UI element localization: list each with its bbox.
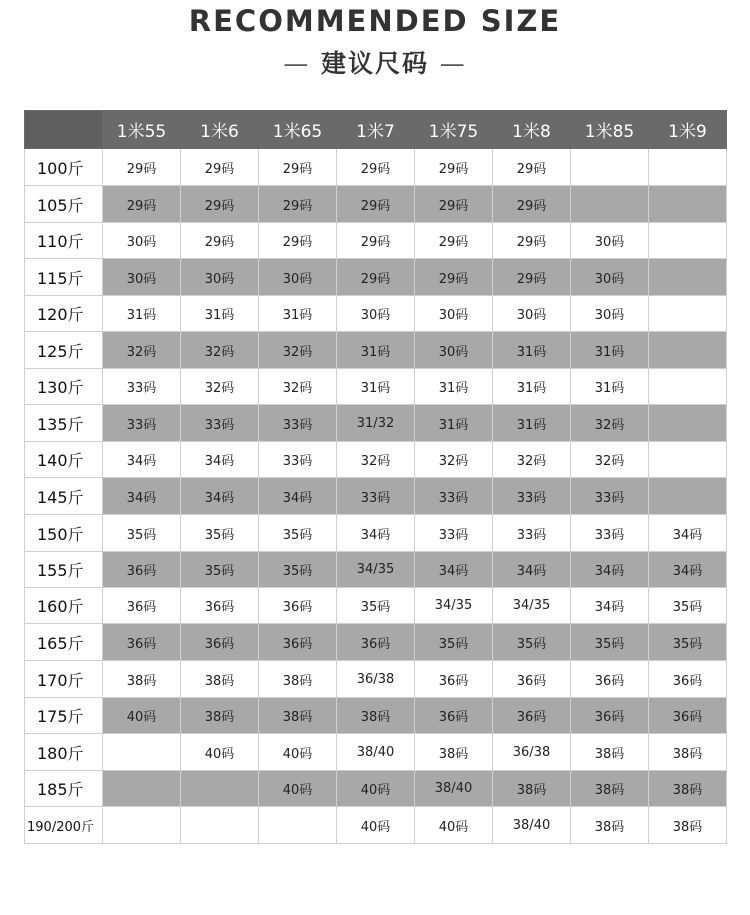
table-row — [25, 698, 727, 734]
table-row — [25, 149, 727, 186]
column-header-height: 1米55 — [103, 111, 181, 149]
size-cell: 34/35 — [415, 588, 493, 624]
row-weight-label: 165斤 — [25, 624, 103, 661]
table-row — [25, 223, 727, 259]
size-cell: 38码 — [493, 771, 571, 807]
size-cell: 29码 — [493, 223, 571, 259]
size-cell: 29码 — [415, 186, 493, 223]
size-cell — [649, 186, 727, 223]
size-cell: 38码 — [571, 771, 649, 807]
size-cell: 35码 — [181, 515, 259, 552]
size-chart-table — [24, 110, 727, 844]
size-cell: 33码 — [415, 478, 493, 515]
size-cell: 31码 — [571, 369, 649, 405]
size-cell: 36码 — [103, 624, 181, 661]
size-cell: 34码 — [337, 515, 415, 552]
size-cell: 36码 — [415, 698, 493, 734]
size-cell: 31码 — [493, 332, 571, 369]
table-row — [25, 588, 727, 624]
size-cell: 29码 — [181, 186, 259, 223]
size-cell: 31码 — [415, 369, 493, 405]
size-cell: 31码 — [259, 296, 337, 332]
table-row — [25, 405, 727, 442]
size-cell — [181, 807, 259, 844]
row-weight-label: 125斤 — [25, 332, 103, 369]
size-cell: 35码 — [181, 552, 259, 588]
row-weight-label: 140斤 — [25, 442, 103, 478]
table-row — [25, 552, 727, 588]
size-cell: 36码 — [337, 624, 415, 661]
size-cell: 35码 — [571, 624, 649, 661]
size-cell: 29码 — [493, 259, 571, 296]
table-row — [25, 296, 727, 332]
size-cell: 29码 — [259, 149, 337, 186]
size-cell: 29码 — [415, 223, 493, 259]
subtitle-dash-left: — — [283, 49, 311, 78]
header-row — [25, 111, 727, 149]
size-cell: 33码 — [259, 442, 337, 478]
row-weight-label: 115斤 — [25, 259, 103, 296]
size-cell: 33码 — [103, 405, 181, 442]
size-cell — [649, 478, 727, 515]
size-cell: 29码 — [103, 186, 181, 223]
size-cell — [649, 223, 727, 259]
size-cell: 30码 — [103, 223, 181, 259]
size-cell: 32码 — [181, 332, 259, 369]
size-cell: 33码 — [493, 478, 571, 515]
size-cell — [649, 296, 727, 332]
size-cell: 35码 — [493, 624, 571, 661]
size-cell: 34码 — [103, 478, 181, 515]
size-cell: 33码 — [571, 478, 649, 515]
size-cell: 36码 — [103, 588, 181, 624]
size-cell: 40码 — [337, 807, 415, 844]
size-cell: 30码 — [571, 296, 649, 332]
size-cell: 38码 — [649, 734, 727, 771]
row-weight-label: 185斤 — [25, 771, 103, 807]
table-row — [25, 332, 727, 369]
size-cell: 36码 — [649, 698, 727, 734]
column-header-height: 1米9 — [649, 111, 727, 149]
size-cell: 29码 — [181, 223, 259, 259]
size-cell — [649, 149, 727, 186]
size-cell: 29码 — [493, 149, 571, 186]
row-weight-label: 160斤 — [25, 588, 103, 624]
table-row — [25, 442, 727, 478]
page-title: RECOMMENDED SIZE — [188, 4, 562, 38]
size-cell: 38码 — [259, 698, 337, 734]
row-weight-label: 100斤 — [25, 149, 103, 186]
size-cell: 30码 — [337, 296, 415, 332]
row-weight-label: 130斤 — [25, 369, 103, 405]
size-cell: 31码 — [415, 405, 493, 442]
size-cell: 35码 — [649, 588, 727, 624]
size-cell: 32码 — [181, 369, 259, 405]
size-cell — [571, 149, 649, 186]
size-cell: 30码 — [571, 259, 649, 296]
row-weight-label: 120斤 — [25, 296, 103, 332]
size-cell: 40码 — [337, 771, 415, 807]
size-cell: 36码 — [181, 588, 259, 624]
size-cell: 36码 — [259, 624, 337, 661]
size-cell: 32码 — [259, 369, 337, 405]
table-row — [25, 259, 727, 296]
size-cell — [103, 807, 181, 844]
size-chart-header — [25, 111, 727, 149]
size-cell: 36码 — [103, 552, 181, 588]
row-weight-label: 170斤 — [25, 661, 103, 698]
table-row — [25, 807, 727, 844]
size-cell: 33码 — [259, 405, 337, 442]
size-cell: 38码 — [649, 807, 727, 844]
size-cell: 33码 — [415, 515, 493, 552]
size-cell: 29码 — [337, 259, 415, 296]
size-cell: 35码 — [259, 552, 337, 588]
column-header-height: 1米6 — [181, 111, 259, 149]
size-cell: 38码 — [571, 807, 649, 844]
size-cell: 38码 — [337, 698, 415, 734]
size-cell: 36码 — [259, 588, 337, 624]
subtitle-dash-right: — — [439, 49, 467, 78]
size-cell: 29码 — [337, 149, 415, 186]
size-cell: 38/40 — [415, 771, 493, 807]
size-cell: 34/35 — [337, 552, 415, 588]
size-cell: 38/40 — [493, 807, 571, 844]
size-cell: 40码 — [103, 698, 181, 734]
row-weight-label: 155斤 — [25, 552, 103, 588]
table-row — [25, 478, 727, 515]
table-row — [25, 515, 727, 552]
row-weight-label: 175斤 — [25, 698, 103, 734]
size-cell: 38码 — [103, 661, 181, 698]
size-cell: 32码 — [571, 442, 649, 478]
size-cell: 40码 — [259, 734, 337, 771]
size-cell: 33码 — [337, 478, 415, 515]
size-cell: 34码 — [571, 552, 649, 588]
size-cell: 33码 — [181, 405, 259, 442]
page-subtitle — [0, 44, 750, 80]
size-cell: 35码 — [259, 515, 337, 552]
size-cell: 30码 — [493, 296, 571, 332]
size-cell: 29码 — [259, 223, 337, 259]
size-cell: 29码 — [337, 186, 415, 223]
size-cell: 34码 — [415, 552, 493, 588]
row-weight-label: 145斤 — [25, 478, 103, 515]
column-header-height: 1米75 — [415, 111, 493, 149]
size-cell: 38/40 — [337, 734, 415, 771]
size-cell — [649, 259, 727, 296]
size-cell: 34码 — [181, 442, 259, 478]
table-row — [25, 734, 727, 771]
table-row — [25, 186, 727, 223]
size-cell: 40码 — [259, 771, 337, 807]
size-cell: 31码 — [337, 369, 415, 405]
size-cell: 34码 — [571, 588, 649, 624]
size-cell — [259, 807, 337, 844]
column-header-height: 1米8 — [493, 111, 571, 149]
size-cell: 31码 — [571, 332, 649, 369]
row-weight-label: 110斤 — [25, 223, 103, 259]
size-cell: 36/38 — [337, 661, 415, 698]
size-cell: 34码 — [181, 478, 259, 515]
size-cell: 33码 — [571, 515, 649, 552]
size-cell: 32码 — [571, 405, 649, 442]
table-row — [25, 369, 727, 405]
size-cell: 32码 — [493, 442, 571, 478]
size-cell: 36码 — [571, 661, 649, 698]
size-cell: 36码 — [493, 661, 571, 698]
size-cell: 30码 — [181, 259, 259, 296]
size-cell: 29码 — [493, 186, 571, 223]
size-cell: 32码 — [103, 332, 181, 369]
size-cell: 38码 — [415, 734, 493, 771]
header-corner-cell — [25, 111, 103, 149]
row-weight-label: 105斤 — [25, 186, 103, 223]
size-cell: 34码 — [103, 442, 181, 478]
size-cell: 35码 — [649, 624, 727, 661]
size-cell — [181, 771, 259, 807]
size-cell: 29码 — [103, 149, 181, 186]
size-cell: 36码 — [649, 661, 727, 698]
size-cell: 31码 — [493, 369, 571, 405]
size-cell: 38码 — [181, 698, 259, 734]
size-cell: 30码 — [415, 332, 493, 369]
size-cell: 29码 — [259, 186, 337, 223]
size-cell: 32码 — [259, 332, 337, 369]
size-cell: 31码 — [493, 405, 571, 442]
size-cell: 35码 — [415, 624, 493, 661]
size-cell: 35码 — [103, 515, 181, 552]
column-header-height: 1米85 — [571, 111, 649, 149]
row-weight-label: 150斤 — [25, 515, 103, 552]
size-cell: 30码 — [571, 223, 649, 259]
table-row — [25, 661, 727, 698]
size-cell: 40码 — [181, 734, 259, 771]
size-cell: 31码 — [337, 332, 415, 369]
size-cell: 29码 — [415, 259, 493, 296]
size-cell — [649, 332, 727, 369]
size-cell: 34码 — [493, 552, 571, 588]
size-cell: 38码 — [649, 771, 727, 807]
size-cell: 29码 — [337, 223, 415, 259]
size-cell: 34码 — [649, 515, 727, 552]
table-row — [25, 771, 727, 807]
size-cell: 30码 — [103, 259, 181, 296]
size-cell: 38码 — [571, 734, 649, 771]
size-cell: 36码 — [415, 661, 493, 698]
size-cell: 33码 — [103, 369, 181, 405]
size-cell: 40码 — [415, 807, 493, 844]
size-cell: 29码 — [181, 149, 259, 186]
size-cell: 36码 — [493, 698, 571, 734]
table-row — [25, 624, 727, 661]
size-cell: 31码 — [103, 296, 181, 332]
size-cell: 36码 — [571, 698, 649, 734]
size-cell: 36码 — [181, 624, 259, 661]
size-cell — [103, 734, 181, 771]
size-cell: 32码 — [337, 442, 415, 478]
size-cell: 38码 — [259, 661, 337, 698]
size-cell: 34码 — [649, 552, 727, 588]
size-cell — [103, 771, 181, 807]
size-cell: 29码 — [415, 149, 493, 186]
size-cell: 31/32 — [337, 405, 415, 442]
size-cell: 34/35 — [493, 588, 571, 624]
size-cell: 31码 — [181, 296, 259, 332]
size-cell — [649, 369, 727, 405]
size-cell: 30码 — [259, 259, 337, 296]
size-cell: 34码 — [259, 478, 337, 515]
size-cell — [649, 405, 727, 442]
size-cell: 30码 — [415, 296, 493, 332]
size-cell — [649, 442, 727, 478]
row-weight-label: 190/200斤 — [25, 807, 103, 844]
row-weight-label: 180斤 — [25, 734, 103, 771]
subtitle-text: 建议尺码 — [320, 49, 429, 78]
size-cell: 36/38 — [493, 734, 571, 771]
size-cell: 38码 — [181, 661, 259, 698]
size-cell: 33码 — [493, 515, 571, 552]
size-chart-body — [25, 149, 727, 844]
row-weight-label: 135斤 — [25, 405, 103, 442]
size-cell: 32码 — [415, 442, 493, 478]
column-header-height: 1米7 — [337, 111, 415, 149]
size-cell: 35码 — [337, 588, 415, 624]
column-header-height: 1米65 — [259, 111, 337, 149]
size-cell — [571, 186, 649, 223]
